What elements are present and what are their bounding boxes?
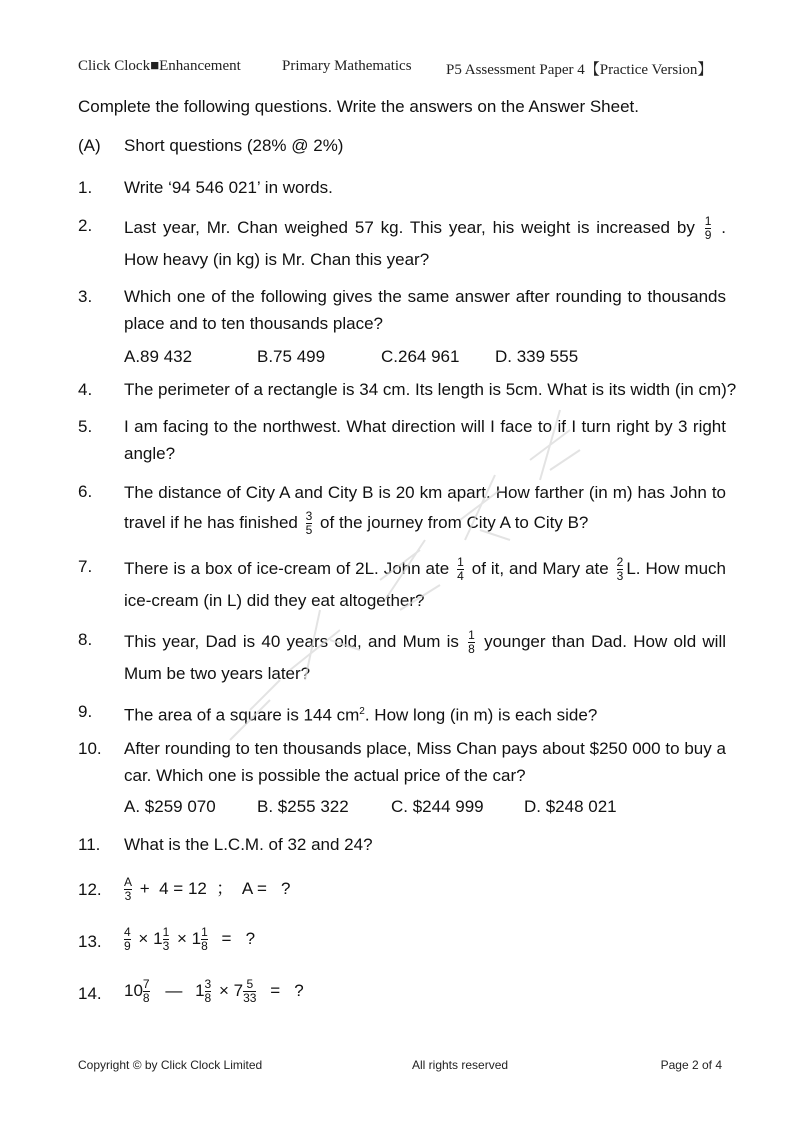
fraction	[205, 978, 212, 1005]
fraction-numerator: 7	[142, 977, 150, 991]
expression-text: + 4 = 12 ； A = ?	[139, 879, 291, 898]
question-number: 2.	[78, 216, 93, 235]
fraction	[306, 510, 313, 537]
fraction-numerator: 1	[468, 628, 475, 643]
whole-part: 7	[233, 980, 244, 1000]
operator: ×	[218, 980, 229, 1000]
question-text-part: This year, Dad is 40 years old, and Mum is	[124, 632, 459, 651]
fraction-numerator: 1	[201, 925, 208, 939]
question-number: 3.	[78, 287, 93, 306]
question-text-part: . How long (in m) is each side?	[364, 705, 598, 725]
option-b: B.75 499	[257, 347, 326, 366]
fraction-denominator: 8	[201, 939, 208, 953]
header-brand: Click Clock■Enhancement	[78, 58, 241, 74]
fraction-denominator: 8	[468, 642, 475, 657]
fraction-denominator: 3	[616, 569, 624, 584]
question-number: 14.	[78, 984, 102, 1003]
question-number: 5.	[78, 417, 93, 436]
fraction-numerator: 1	[704, 214, 712, 229]
question-text-part: The distance of City A and City B is 20 km apart. How farther (in m) has John to travel if he has finished	[124, 483, 726, 532]
fraction-denominator: 3	[124, 889, 132, 904]
fraction-denominator: 9	[124, 939, 131, 953]
question-text: I am facing to the northwest. What direction will I face to if I turn right by 3 right angle?	[124, 417, 726, 463]
expression-14	[124, 978, 304, 1005]
footer-page-number: Page 2 of 4	[660, 1058, 722, 1072]
question-number: 10.	[78, 739, 102, 758]
question-text: After rounding to ten thousands place, Miss Chan pays about $250 000 to buy a car. Which one is possible the actual price of the car?	[124, 739, 726, 785]
question-text: Which one of the following gives the same answer after rounding to thousands place and to ten thousands place?	[124, 287, 726, 333]
question-text-part: younger than Dad. How old will Mum be two years later?	[124, 632, 726, 683]
question-text-part: of the journey from City A to City B?	[320, 513, 589, 532]
superscript: 2	[359, 706, 365, 717]
question-text	[124, 626, 726, 690]
expression-tail: = ?	[270, 980, 304, 1000]
fraction-denominator: 9	[704, 228, 712, 243]
question-text-part: Last year, Mr. Chan weighed 57 kg. This year, his weight is increased by	[124, 218, 695, 237]
fraction-numerator: 3	[305, 509, 313, 524]
question-text-part: There is a box of ice-cream of 2L. John ate	[124, 559, 450, 578]
section-label: (A)	[78, 136, 101, 155]
option-c: C.264 961	[381, 347, 460, 366]
mixed-number	[153, 925, 172, 953]
whole-part: 1	[191, 928, 202, 948]
whole-part: 1	[195, 980, 205, 1000]
fraction-denominator: 33	[243, 991, 257, 1005]
fraction	[617, 556, 624, 583]
mixed-number	[233, 977, 260, 1005]
question-number: 12.	[78, 880, 102, 899]
question-number: 4.	[78, 380, 93, 399]
question-text-part: L. How much ice-cream (in L) did they eat altogether?	[124, 559, 726, 610]
fraction	[143, 978, 150, 1005]
instruction-text: Complete the following questions. Write the answers on the Answer Sheet.	[78, 97, 639, 116]
question-number: 9.	[78, 702, 93, 721]
fraction-numerator: 1	[162, 925, 170, 939]
option-d: D. $248 021	[524, 797, 617, 816]
page-footer	[78, 1058, 722, 1076]
question-number: 6.	[78, 482, 93, 501]
operator: —	[165, 980, 183, 1000]
footer-rights: All rights reserved	[412, 1058, 509, 1072]
fraction	[124, 926, 131, 953]
fraction-numerator: 4	[124, 925, 131, 939]
option-a: A. $259 070	[124, 797, 216, 816]
question-number: 8.	[78, 630, 93, 649]
question-number: 1.	[78, 178, 93, 197]
question-text	[124, 478, 726, 538]
expression-tail: = ?	[221, 928, 256, 948]
fraction-numerator: 2	[616, 555, 624, 570]
mixed-number	[195, 977, 214, 1005]
whole-part: 1	[153, 928, 163, 948]
question-text	[124, 553, 726, 617]
fraction	[705, 215, 712, 242]
footer-copyright: Copyright © by Click Clock Limited	[78, 1058, 263, 1072]
header-subject: Primary Mathematics	[282, 58, 412, 74]
section-title: Short questions (28% @ 2%)	[124, 136, 344, 155]
mixed-number	[124, 977, 153, 1005]
question-number: 11.	[78, 835, 101, 854]
fraction-numerator: 1	[457, 555, 464, 570]
fraction-denominator: 8	[142, 991, 150, 1005]
option-a: A.89 432	[124, 347, 193, 366]
expression-12	[124, 874, 291, 903]
question-text-part: The area of a square is 144 cm	[124, 705, 360, 725]
fraction	[468, 629, 475, 656]
question-text: Write ‘94 546 021’ in words.	[124, 178, 333, 197]
fraction-denominator: 3	[162, 939, 170, 953]
fraction	[457, 556, 464, 583]
question-text: What is the L.C.M. of 32 and 24?	[124, 835, 373, 854]
operator: ×	[176, 928, 187, 948]
fraction-numerator: 5	[246, 977, 254, 991]
question-text	[124, 212, 726, 276]
fraction-denominator: 8	[204, 991, 212, 1005]
option-c: C. $244 999	[391, 797, 484, 816]
fraction-denominator: 4	[457, 569, 464, 584]
fraction-denominator: 5	[305, 523, 313, 538]
question-text-part: of it, and Mary ate	[471, 559, 609, 578]
fraction	[243, 978, 256, 1005]
option-b: B. $255 322	[257, 797, 349, 816]
question-text	[124, 698, 726, 729]
question-text-part: . How heavy (in kg) is Mr. Chan this year?	[124, 218, 727, 269]
expression-13	[124, 926, 255, 953]
fraction	[163, 926, 170, 953]
page-header	[78, 58, 722, 80]
question-text: The perimeter of a rectangle is 34 cm. Its length is 5cm. What is its width (in cm)?	[124, 380, 737, 399]
option-d: D. 339 555	[495, 347, 579, 366]
question-number: 7.	[78, 557, 93, 576]
fraction-numerator: A	[124, 875, 133, 890]
fraction	[201, 926, 208, 953]
question-number: 13.	[78, 932, 102, 951]
operator: ×	[138, 928, 149, 948]
header-paper-title: P5 Assessment Paper 4【Practice Version】	[446, 62, 713, 78]
fraction	[124, 876, 132, 903]
fraction-numerator: 3	[204, 977, 212, 991]
whole-part: 10	[124, 980, 143, 1000]
mixed-number	[191, 925, 211, 953]
